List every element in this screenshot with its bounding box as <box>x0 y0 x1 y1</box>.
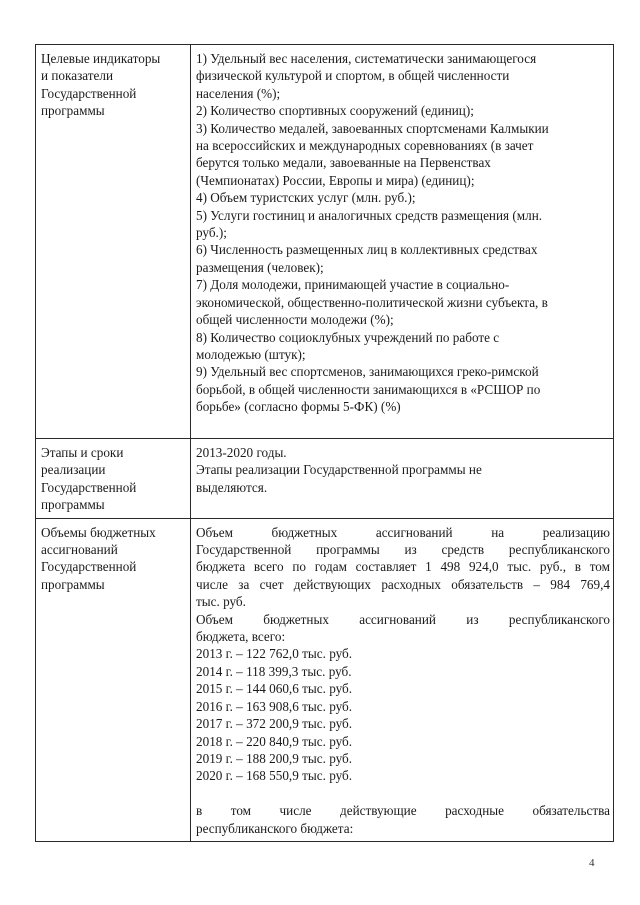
indicator-line: молодежью (штук); <box>196 346 306 362</box>
indicator-line: общей численности молодежи (%); <box>196 312 394 328</box>
budget-line: Государственной программы из средств республиканского <box>196 542 610 558</box>
indicator-line: 6) Численность размещенных лиц в коллективных средствах <box>196 242 538 258</box>
row-label-line: Государственной <box>41 559 137 575</box>
table-row <box>36 439 614 519</box>
indicator-line: 2) Количество спортивных сооружений (единиц); <box>196 103 474 119</box>
row-label-cell <box>36 518 191 841</box>
year-allocation-line: 2018 г. – 220 840,9 тыс. руб. <box>196 733 353 749</box>
indicator-line: руб.); <box>196 225 227 241</box>
row-label-line: Государственной <box>41 479 137 495</box>
year-allocation-line: 2015 г. – 144 060,6 тыс. руб. <box>196 681 353 697</box>
row-label-line: Объемы бюджетных <box>41 524 156 540</box>
indicator-line: физической культурой и спортом, в общей численности <box>196 68 510 84</box>
indicator-line: 1) Удельный вес населения, систематически занимающегося <box>196 51 537 66</box>
row-label-line: Этапы и сроки <box>41 445 124 460</box>
budget-line: числе за счет действующих расходных обязательств – 984 769,4 <box>196 576 610 592</box>
row-label-line: программы <box>41 497 105 513</box>
budget-line: бюджета, всего: <box>196 629 286 645</box>
row-label-line: программы <box>41 103 105 119</box>
indicator-line: 3) Количество медалей, завоеванных спортсменами Калмыкии <box>196 120 549 136</box>
year-allocation-line: 2017 г. – 372 200,9 тыс. руб. <box>196 716 353 732</box>
row-label-line: и показатели <box>41 68 114 84</box>
year-allocation-line: 2014 г. – 118 399,3 тыс. руб. <box>196 663 352 679</box>
row-label-line: программы <box>41 576 105 592</box>
stages-line: выделяются. <box>196 479 268 495</box>
year-allocation-line: 2016 г. – 163 908,6 тыс. руб. <box>196 698 353 714</box>
budget-line: республиканского бюджета: <box>196 820 354 836</box>
program-passport-table <box>35 44 614 842</box>
budget-line: Объем бюджетных ассигнований на реализацию <box>196 524 610 540</box>
indicator-line: борьбе» (согласно формы 5-ФК) (%) <box>196 399 401 415</box>
row-content-cell <box>191 439 614 519</box>
indicator-line: 9) Удельный вес спортсменов, занимающихся греко-римской <box>196 364 539 380</box>
row-label-line: ассигнований <box>41 542 118 558</box>
row-content-cell <box>191 518 614 841</box>
indicator-line: 5) Услуги гостиниц и аналогичных средств размещения (млн. <box>196 207 543 223</box>
indicator-line: борьбой, в общей численности занимающихся в «РСШОР по <box>196 381 541 397</box>
paragraph-spacer <box>196 785 610 802</box>
indicator-line: 4) Объем туристских услуг (млн. руб.); <box>196 190 416 206</box>
indicator-line: 7) Доля молодежи, принимающей участие в социально- <box>196 277 510 293</box>
year-allocation-line: 2013 г. – 122 762,0 тыс. руб. <box>196 646 353 662</box>
budget-line: тыс. руб. <box>196 594 246 610</box>
indicator-line: на всероссийских и международных соревнованиях (в зачет <box>196 138 534 154</box>
indicator-line: (Чемпионатах) России, Европы и мира) (единиц); <box>196 172 475 188</box>
row-label-line: реализации <box>41 462 106 478</box>
stages-line: 2013-2020 годы. <box>196 445 287 460</box>
indicator-line: размещения (человек); <box>196 259 324 275</box>
budget-line: в том числе действующие расходные обязательства <box>196 803 610 819</box>
row-label-cell <box>36 439 191 519</box>
row-label-line: Целевые индикаторы <box>41 51 161 66</box>
row-content-cell <box>191 45 614 439</box>
year-allocation-line: 2019 г. – 188 200,9 тыс. руб. <box>196 750 353 766</box>
indicator-line: 8) Количество социоклубных учреждений по работе с <box>196 329 500 345</box>
row-label-cell <box>36 45 191 439</box>
table-row <box>36 518 614 841</box>
table-row <box>36 45 614 439</box>
budget-line: бюджета всего по годам составляет 1 498 924,0 тыс. руб., в том <box>196 559 610 575</box>
indicator-line: населения (%); <box>196 85 281 101</box>
stages-line: Этапы реализации Государственной программы не <box>196 462 482 478</box>
year-allocation-line: 2020 г. – 168 550,9 тыс. руб. <box>196 768 353 784</box>
budget-line: Объем бюджетных ассигнований из республиканского <box>196 611 610 627</box>
row-label-line: Государственной <box>41 85 137 101</box>
indicator-line: экономической, общественно-политической жизни субъекта, в <box>196 294 548 310</box>
indicator-line: берутся только медали, завоеванные на Первенствах <box>196 155 491 171</box>
page-number: 4 <box>589 857 595 869</box>
